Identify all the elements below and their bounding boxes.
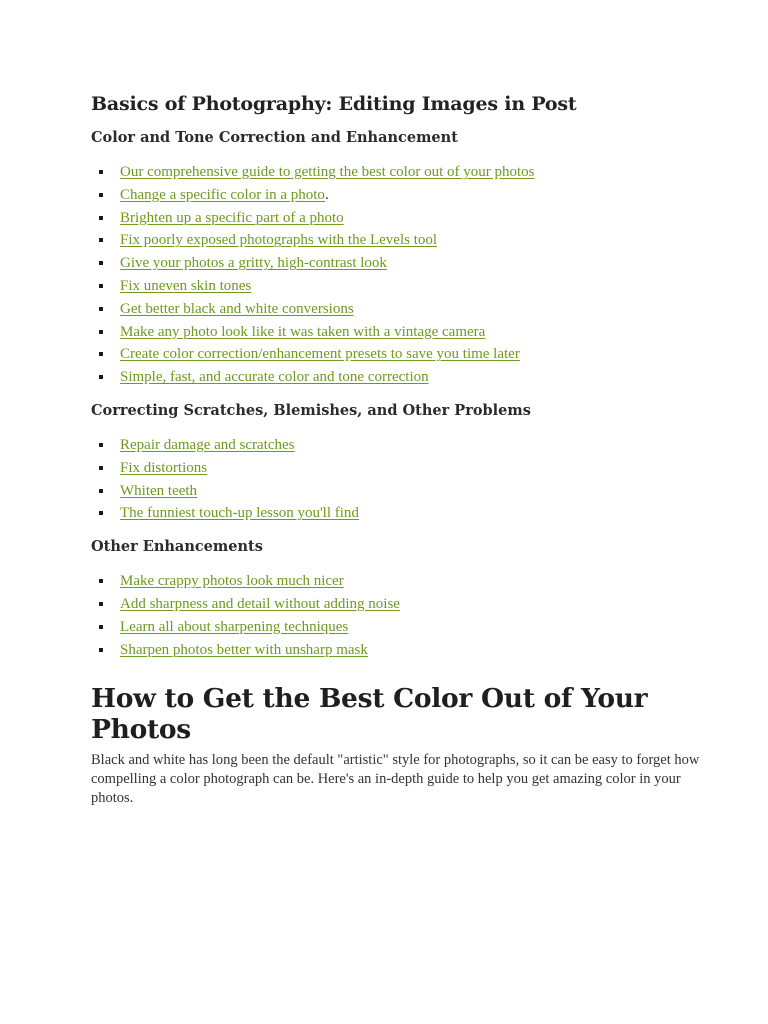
article-body: Black and white has long been the default "artistic" style for photographs, so it can be easy to forget how compelling a color photograph can be. Here's an in-depth guide to help you get amazing color in your photos. — [91, 752, 700, 807]
list-item — [91, 434, 701, 457]
link-trail: . — [324, 186, 329, 203]
link-change-specific-color[interactable]: Change a specific color in a photo — [120, 186, 325, 203]
bullet-icon — [99, 466, 103, 470]
list-item — [91, 161, 701, 184]
list-item — [91, 480, 701, 503]
link-funniest-lesson[interactable]: The funniest touch-up lesson you'll find — [120, 505, 359, 522]
link-best-color-guide[interactable]: Our comprehensive guide to getting the best color out of your photos — [120, 164, 535, 180]
link-list-other — [91, 570, 701, 661]
list-item — [91, 502, 701, 525]
link-vintage-camera[interactable]: Make any photo look like it was taken with a vintage camera — [120, 323, 486, 340]
list-item — [91, 321, 701, 344]
section-heading-other: Other Enhancements — [91, 538, 263, 556]
bullet-icon — [99, 579, 103, 583]
link-brighten-part[interactable]: Brighten up a specific part of a photo — [120, 209, 344, 226]
link-presets[interactable]: Create color correction/enhancement presets to save you time later — [120, 346, 520, 363]
list-item — [91, 298, 701, 321]
link-black-white-conversions[interactable]: Get better black and white conversions — [120, 300, 354, 317]
link-uneven-skin-tones[interactable]: Fix uneven skin tones — [120, 277, 252, 294]
bullet-icon — [99, 352, 103, 356]
link-sharpness-detail[interactable]: Add sharpness and detail without adding noise — [120, 595, 400, 612]
list-item — [91, 366, 701, 389]
link-fix-distortions[interactable]: Fix distortions — [120, 459, 208, 476]
link-levels-tool[interactable]: Fix poorly exposed photographs with the Levels tool — [120, 232, 438, 249]
bullet-icon — [99, 216, 103, 220]
list-item — [91, 184, 701, 207]
bullet-icon — [99, 648, 103, 652]
section-heading-color-tone: Color and Tone Correction and Enhancement — [91, 129, 458, 146]
link-gritty-look[interactable]: Give your photos a gritty, high-contrast look — [120, 255, 387, 272]
link-tone-correction[interactable]: Simple, fast, and accurate color and tone correction — [120, 369, 429, 386]
bullet-icon — [99, 489, 103, 493]
link-sharpening-techniques[interactable]: Learn all about sharpening techniques — [120, 618, 349, 635]
document-page — [91, 90, 701, 808]
bullet-icon — [99, 443, 103, 447]
link-whiten-teeth[interactable]: Whiten teeth — [120, 482, 198, 499]
bullet-icon — [99, 170, 103, 174]
bullet-icon — [99, 330, 103, 334]
list-item — [91, 570, 701, 593]
article-heading: How to Get the Best Color Out of Your Photos — [91, 683, 648, 746]
list-item — [91, 275, 701, 298]
bullet-icon — [99, 193, 103, 197]
bullet-icon — [99, 284, 103, 288]
list-item — [91, 252, 701, 275]
bullet-icon — [99, 511, 103, 515]
link-crappy-photos[interactable]: Make crappy photos look much nicer — [120, 573, 344, 590]
list-item — [91, 639, 701, 662]
list-item — [91, 593, 701, 616]
bullet-icon — [99, 602, 103, 606]
section-heading-scratches: Correcting Scratches, Blemishes, and Other Problems — [91, 401, 531, 419]
link-list-color-tone — [91, 161, 701, 389]
bullet-icon — [99, 307, 103, 311]
bullet-icon — [99, 261, 103, 265]
list-item — [91, 616, 701, 639]
link-repair-damage[interactable]: Repair damage and scratches — [120, 436, 295, 453]
bullet-icon — [99, 375, 103, 379]
list-item — [91, 343, 701, 366]
bullet-icon — [99, 238, 103, 242]
bullet-icon — [99, 625, 103, 629]
document-title: Basics of Photography: Editing Images in Post — [91, 93, 577, 115]
link-unsharp-mask[interactable]: Sharpen photos better with unsharp mask — [120, 641, 368, 658]
link-list-scratches — [91, 434, 701, 525]
list-item — [91, 229, 701, 252]
list-item — [91, 207, 701, 230]
list-item — [91, 457, 701, 480]
